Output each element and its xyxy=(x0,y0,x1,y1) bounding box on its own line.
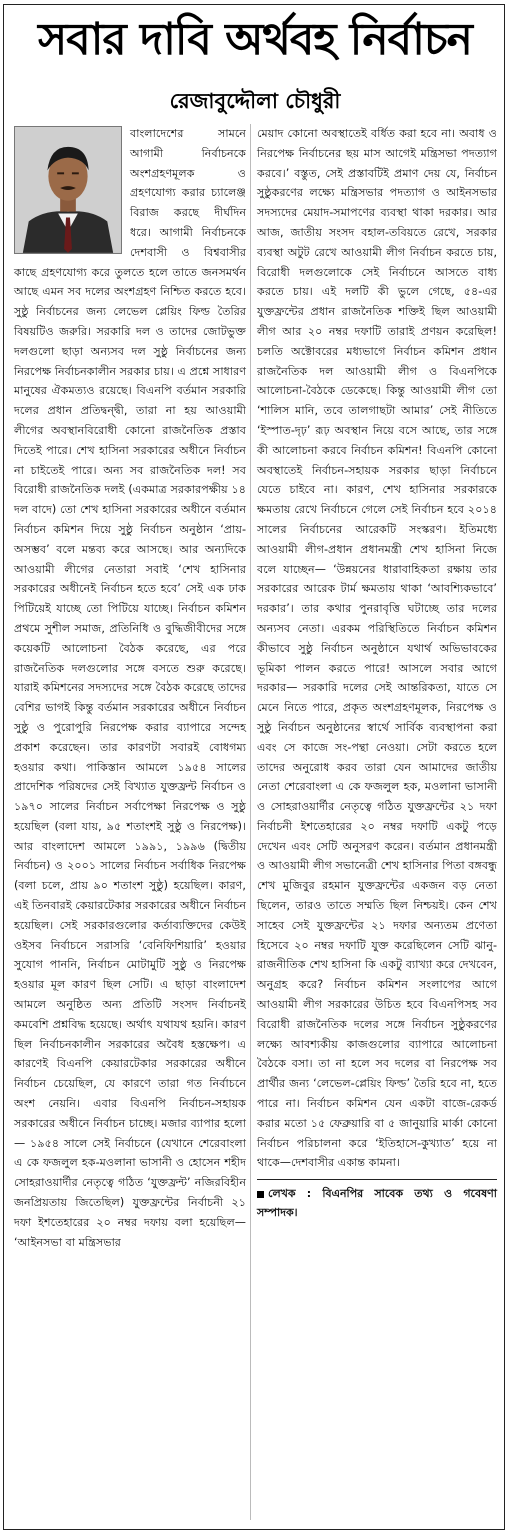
bullet-square-icon xyxy=(257,1191,264,1198)
left-column-text: বাংলাদেশের সামনে আগামী নির্বাচনকে অংশগ্রহণমূলক ও গ্রহণযোগ্য করার চ্যালেঞ্জ বিরাজ করছে দীর্ঘদিন ধরে। আগামী নির্বাচনকে দেশবাসী ও বিশ্ববাসীর কাছে গ্রহণযোগ্য করে তুলতে হলে তাতে জনসমর্থন আছে এমন সব দলের অংশগ্রহণ নিশ্চিত করতে হবে। সুষ্ঠু নির্বাচনের জন্য লেভেল প্লেয়িং ফিল্ড তৈরির বিষয়টিও জরুরি। সরকারি দল ও তাদের জোটভুক্ত দলগুলো ছাড়া অন্যসব দল সুষ্ঠু নির্বাচনের জন্য নিরপেক্ষ নির্বাচনকালীন সরকার চায়। এ প্রশ্নে সাধারণ মানুষের ঐকমত্যও রয়েছে। বিএনপি বর্তমান সরকারি দলের প্রধান প্রতিদ্বন্দ্বী, তারা না হয় আওয়ামী লীগের অবস্থানবিরোধী কোনো রাজনৈতিক প্রস্তাব দিতেই পারে। শেখ হাসিনা সরকারের অধীনে নির্বাচন না চাইতেই পারে। অন্য সব রাজনৈতিক দল! সব বিরোধী রাজনৈতিক দলই (একমাত্র সরকারপক্ষীয় ১৪ দল বাদে) তো শেখ হাসিনা সরকারের অধীনে বর্তমান নির্বাচন কমিশন দিয়ে সুষ্ঠু নির্বাচন অনুষ্ঠান ‘প্রায়-অসম্ভব’ বলে মন্তব্য করে আসছে। আর অন্যদিকে আওয়ামী লীগের নেতারা সবাই ‘শেখ হাসিনার সরকারের অধীনেই নির্বাচন হতে হবে’ সেই এক ঢাক পিটিয়েই যাচ্ছে তো পিটিয়ে যাচ্ছে। নির্বাচন কমিশন প্রথমে সুশীল সমাজ, প্রতিনিধি ও বুদ্ধিজীবীদের সঙ্গে কয়েকটি আলোচনা বৈঠক করেছে, এর পরে রাজনৈতিক দলগুলোর সঙ্গে বসতে শুরু করেছে। যারাই কমিশনের সদস্যদের সঙ্গে বৈঠক করেছে তাদের বেশির ভাগই কিন্তু বর্তমান সরকারের অধীনে নির্বাচন সুষ্ঠু ও পুরোপুরি নিরপেক্ষ করার ব্যাপারে সন্দেহ প্রকাশ করেছেন। তার কারণটা সবারই বোধগম্য হওয়ার কথা। পাকিস্তান আমলে ১৯৫৪ সালের প্রাদেশিক পরিষদের সেই বিখ্যাত যুক্তফ্রন্ট নির্বাচন ও ১৯৭০ সালের নির্বাচন সর্বাপেক্ষা নিরপেক্ষ ও সুষ্ঠু হয়েছিল (বলা যায়, ৯৫ শতাংশই সুষ্ঠু ও নিরপেক্ষ)। আর বাংলাদেশ আমলে ১৯৯১, ১৯৯৬ (দ্বিতীয় নির্বাচন) ও ২০০১ সালের নির্বাচন সর্বাধিক নিরপেক্ষ (বলা চলে, প্রায় ৯০ শতাংশ সুষ্ঠু) হয়েছিল। কারণ, এই তিনবারই কেয়ারটেকার সরকারের অধীনে নির্বাচন হয়েছিল। সেই সরকারগুলোর কর্তাব্যক্তিদের কেউই ওইসব নির্বাচনে সরাসরি ‘বেনিফিশিয়ারি’ হওয়ার সুযোগ পাননি, নির্বাচন মোটামুটি সুষ্ঠু ও নিরপেক্ষ হওয়ার মূল কারণ ছিল সেটি। এ ছাড়া বাংলাদেশ আমলে অনুষ্ঠিত অন্য প্রতিটি সংসদ নির্বাচনই কমবেশি প্রশ্নবিদ্ধ হয়েছে। অর্থাৎ যথাযথ হয়নি। কারণ ছিল নির্বাচনকালীন সরকারের অবৈধ হস্তক্ষেপ। এ কারণেই বিএনপি কেয়ারটেকার সরকারের অধীনে নির্বাচন চেয়েছিল, যে কারণে তারা গত নির্বাচনে অংশ নেয়নি। এবার বিএনপি নির্বাচন-সহায়ক সরকারের অধীনে নির্বাচন চাচ্ছে। মজার ব্যাপার হলো— ১৯৫৪ সালে সেই নির্বাচনে (যেখানে শেরেবাংলা এ কে ফজলুল হক-মওলানা ভাসানী ও হোসেন শহীদ সোহরাওয়ার্দীর নেতৃত্বে গঠিত ‘যুক্তফ্রন্ট’ নজিরবিহীন জনপ্রিয়তায় জিতেছিল) যুক্তফ্রন্টের নির্বাচনী ২১ দফা ইশতেহারের ২০ নম্বর দফায় বলা হয়েছিল— ‘আইনসভা বা মন্ত্রিসভার xyxy=(14,127,246,1249)
author-note xyxy=(257,1179,497,1222)
left-column xyxy=(14,124,246,1252)
author-portrait-image xyxy=(15,127,121,253)
author-byline: রেজাবুদ্দৌলা চৌধুরী xyxy=(169,89,341,113)
article-headline: সবার দাবি অর্থবহ নির্বাচন xyxy=(38,14,472,65)
column-divider xyxy=(250,124,251,1520)
right-column-text: মেয়াদ কোনো অবস্থাতেই বর্ধিত করা হবে না। অবাধ ও নিরপেক্ষ নির্বাচনের ছয় মাস আগেই মন্ত্রিসভা পদত্যাগ করবে।’ বস্তুত, সেই প্রস্তাবটিই প্রমাণ দেয় যে, নির্বাচন সুষ্ঠুকরণের লক্ষ্যে মন্ত্রিসভার পদত্যাগ ও আইনসভার সদস্যদের মেয়াদ-সমাপণের ব্যবস্থা থাকা দরকার। আর আজ, জাতীয় সংসদ বহাল-তবিয়তে রেখে, সরকার ব্যবস্থা অটুট রেখে আওয়ামী লীগ নির্বাচন করতে চায়, বিরোধী দলগুলোকে সেই নির্বাচনে আসতে বাধ্য করতে চায়। এই দলটি কী ভুলে গেছে, ৫৪-এর যুক্তফ্রন্টের প্রধান রাজনৈতিক শক্তিই ছিল আওয়ামী লীগ আর ২০ নম্বর দফাটি তারাই প্রণয়ন করেছিল! চলতি অক্টোবরের মধ্যভাগে নির্বাচন কমিশন প্রধান রাজনৈতিক দল আওয়ামী লীগ ও বিএনপিকে আলোচনা-বৈঠকে ডেকেছে। কিন্তু আওয়ামী লীগ তো ‘শালিস মানি, তবে তালগাছটা আমার’ সেই নীতিতে ‘ইস্পাত-দৃঢ়’ রূঢ় অবস্থান নিয়ে বসে আছে, তার সঙ্গে কী আলোচনা করবে নির্বাচন কমিশন! বিএনপি কোনো অবস্থাতেই নির্বাচন-সহায়ক সরকার ছাড়া নির্বাচনে যেতে চাইবে না। কারণ, শেখ হাসিনার সরকারকে ক্ষমতায় রেখে নির্বাচনে গেলে সেই নির্বাচন হবে ২০১৪ সালের নির্বাচনের আরেকটি সংস্করণ। ইতিমধ্যে আওয়ামী লীগ-প্রধান প্রধানমন্ত্রী শেখ হাসিনা নিজে বলে যাচ্ছেন— ‘উন্নয়নের ধারাবাহিকতা রক্ষায় তার সরকারের আরেক টার্ম ক্ষমতায় থাকা ‘আবশ্যিকভাবে’ দরকার’। তার কথার পুনরাবৃত্তি ঘটাচ্ছে তার দলের অন্যসব নেতা। এরকম পরিস্থিতিতে নির্বাচন কমিশন কীভাবে সুষ্ঠু নির্বাচন অনুষ্ঠানে যথার্থ অভিভাবকের ভূমিকা পালন করতে পারে! আসলে সবার আগে দরকার— সরকারি দলের সেই আন্তরিকতা, যাতে সে মেনে নিতে পারে, প্রকৃত অংশগ্রহণমূলক, নিরপেক্ষ ও সুষ্ঠু নির্বাচন অনুষ্ঠানের স্বার্থে সার্বিক ব্যবস্থাপনা করা এবং সে কাজে সং-পন্থা নেওয়া। সেটা করতে হলে তাদের অনুরোধ করব তারা যেন আমাদের জাতীয় নেতা শেরেবাংলা এ কে ফজলুল হক, মওলানা ভাসানী ও সোহরাওয়ার্দীর নেতৃত্বে গঠিত যুক্তফ্রন্টের ২১ দফা নির্বাচনী ইশতেহারের ২০ নম্বর দফাটি একটু পড়ে দেখেন এবং সেটি অনুসরণ করেন। বর্তমান প্রধানমন্ত্রী ও আওয়ামী লীগ সভানেত্রী শেখ হাসিনার পিতা বঙ্গবন্ধু শেখ মুজিবুর রহমান যুক্তফ্রন্টের একজন বড় নেতা ছিলেন, তারও তাতে সম্মতি ছিল নিশ্চয়ই। কেন শেখ সাহেব সেই যুক্তফ্রন্টের ২১ দফার অন্যতম প্রণেতা হিসেবে ২০ নম্বর দফাটি যুক্ত করেছিলেন সেটি ঝানু-রাজনীতিক শেখ হাসিনা কি একটু ব্যাখ্যা করে দেখবেন, অনুগ্রহ করে? নির্বাচন কমিশন সংলাপের আগে আওয়ামী লীগ সরকারের উচিত হবে বিএনপিসহ সব বিরোধী রাজনৈতিক দলের সঙ্গে নির্বাচন সুষ্ঠুকরণের লক্ষ্যে আবশ্যকীয় কাজগুলোর ব্যাপারে আলোচনা বৈঠকে বসা। তা না হলে সব দলের বা নিরপেক্ষ সব প্রার্থীর জন্য ‘লেভেল-প্লেয়িং ফিল্ড’ তৈরি হবে না, হতে পারে না। নির্বাচন কমিশন যেন একটা বাজে-রেকর্ড করার মতো ১৫ ফেব্রুয়ারি বা ৫ জানুয়ারি মার্কা কোনো নির্বাচন পরিচালনা করে ‘ইতিহাসে-কুখ্যাত’ হয়ে না থাকে—দেশবাসীর একান্ত কামনা। xyxy=(257,127,497,1170)
right-column xyxy=(257,124,497,1222)
author-note-text: লেখক : বিএনপির সাবেক তথ্য ও গবেষণা সম্পাদক। xyxy=(257,1187,497,1220)
author-photo xyxy=(14,126,122,254)
